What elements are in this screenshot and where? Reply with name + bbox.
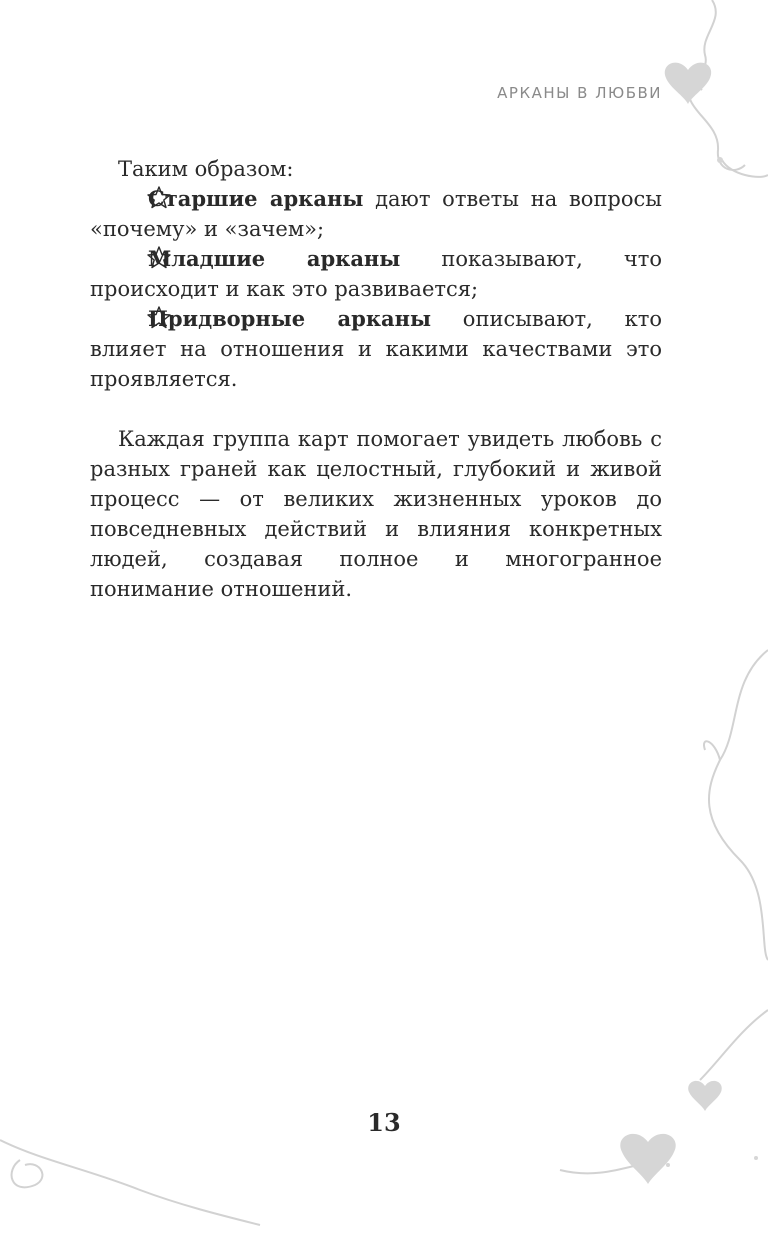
- list-item: [90, 244, 662, 304]
- page-body: [90, 154, 662, 604]
- list-item-bold: Старшие арканы: [148, 186, 364, 211]
- body-paragraph: Каждая группа карт помогает увидеть любовь с разных граней как целостный, глубокий и живой процесс — от великих жизненных уроков до повседневных действий и влияния конкретных людей, создавая полное и многогранное понимание отношений.: [90, 427, 662, 601]
- list-item-text: описывают, кто влияет на отношения и какими качествами это проявляется.: [90, 307, 662, 391]
- list-item-bold: Придворные арканы: [148, 306, 432, 331]
- list-item: [90, 304, 662, 394]
- list-item-bold: Младшие арканы: [148, 246, 401, 271]
- page-number: 13: [367, 1108, 401, 1137]
- list-item-text: показывают, что происходит и как это развивается;: [90, 247, 662, 301]
- list-item: [90, 184, 662, 244]
- running-title: АРКАНЫ В ЛЮБВИ: [497, 84, 662, 102]
- star-outline-icon: [118, 305, 144, 329]
- star-outline-icon: [118, 185, 144, 209]
- intro-line: Таким образом:: [118, 157, 294, 181]
- list-item-text: дают ответы на вопросы «почему» и «зачем»;: [90, 187, 662, 241]
- star-outline-icon: [118, 245, 144, 269]
